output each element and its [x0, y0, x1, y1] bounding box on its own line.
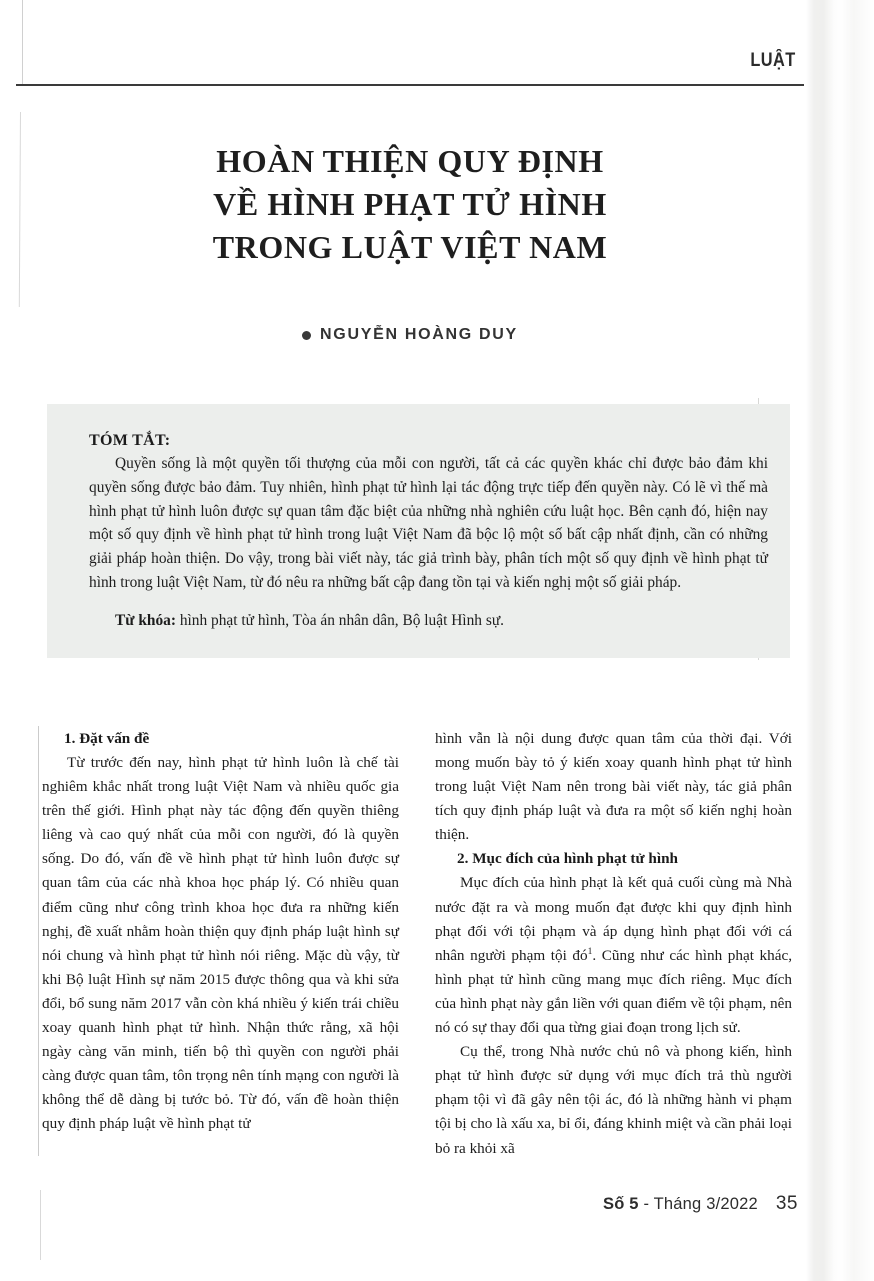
issue-number: Số 5 — [603, 1195, 639, 1213]
abstract-text: Quyền sống là một quyền tối thượng của mỗi con người, tất cả các quyền khác chỉ được bảo đảm khi quyền sống được bảo đảm. Tuy nhiên, hình phạt tử hình lại tác động trực tiếp đến quyền này. Có lẽ vì thế mà hình phạt tử hình luôn được sự quan tâm đặc biệt của những nhà nghiên cứu luật học. Bên cạnh đó, hiện nay một số quy định về hình phạt tử hình trong luật Việt Nam đã bộc lộ một số bất cập nhất định, cần có những giải pháp hoàn thiện. Do vậy, trong bài viết này, tác giả trình bày, phân tích một số quy định về hình phạt tử hình trong luật Việt Nam, từ đó nêu ra những bất cập đang tồn tại và kiến nghị một số giải pháp. — [89, 455, 768, 591]
column-right — [435, 727, 792, 1161]
keywords-label: Từ khóa: — [115, 611, 176, 629]
paragraph — [435, 871, 792, 1040]
column-left — [42, 727, 399, 1161]
issue-label — [603, 1195, 758, 1214]
title-line-1: HOÀN THIỆN QUY ĐỊNH — [216, 143, 604, 179]
keywords-line — [89, 609, 768, 633]
bullet-icon — [302, 331, 311, 340]
abstract-box — [47, 404, 790, 658]
author-byline — [0, 326, 820, 344]
paragraph: Cụ thể, trong Nhà nước chủ nô và phong kiến, hình phạt tử hình được sử dụng với mục đích trả thù người phạm tội vì đã gây nên tội ác, đó là những hành vi phạm tội bị cho là xấu xa, bỉ ổi, đáng khinh miệt và cần phải loại bỏ ra khỏi xã — [435, 1043, 792, 1157]
section-heading-1: 1. Đặt vấn đề — [64, 730, 150, 747]
scan-artifact-line — [22, 0, 23, 86]
issue-date: - Tháng 3/2022 — [638, 1195, 758, 1213]
paragraph-continued: hình vẫn là nội dung được quan tâm của thời đại. Với mong muốn bày tỏ ý kiến xoay quanh hình phạt tử hình trong luật Việt Nam nên trong bài viết này, tác giả phân tích quy định pháp luật và đưa ra một số kiến nghị hoàn thiện. — [435, 730, 792, 844]
scan-artifact-line — [38, 726, 39, 1156]
section-heading-2: 2. Mục đích của hình phạt tử hình — [457, 850, 678, 868]
header-rule — [16, 84, 804, 86]
running-head: LUẬT — [750, 50, 796, 71]
keywords-value: hình phạt tử hình, Tòa án nhân dân, Bộ luật Hình sự. — [175, 611, 505, 629]
title-line-2: VỀ HÌNH PHẠT TỬ HÌNH — [213, 186, 607, 222]
paragraph: Từ trước đến nay, hình phạt tử hình luôn là chế tài nghiêm khắc nhất trong luật Việt Nam và nhiều quốc gia trên thế giới. Hình phạt này tác động đến quyền thiêng liêng và cao quý nhất của mỗi con người, đó là quyền sống. Do đó, vấn đề về hình phạt tử hình luôn được sự quan tâm của các nhà khoa học pháp lý. Có nhiều quan điểm cũng như công trình khoa học đưa ra những kiến nghị, đề xuất nhằm hoàn thiện quy định pháp luật hình sự nói chung và hình phạt tử hình nói riêng. Mặc dù vậy, từ khi Bộ luật Hình sự năm 2015 được thông qua và khi sửa đổi, bổ sung năm 2017 vẫn còn khá nhiều ý kiến trái chiều xoay quanh hình phạt tử hình. Nhận thức rằng, xã hội ngày càng văn minh, tiến bộ thì quyền con người phải càng được quan tâm, tôn trọng nên tính mạng con người là không thể dễ dàng bị tước bỏ. Từ đó, vấn đề hoàn thiện quy định pháp luật về hình phạt tử — [42, 754, 399, 1133]
footnote-marker: 1 — [587, 946, 593, 957]
page-edge-shadow-outer — [840, 0, 874, 1281]
paragraph-text-part2: . Cũng như các hình phạt khác, hình phạt tử hình cũng mang mục đích riêng. Mục đích của hình phạt này gắn liền với quan điểm về tội phạm, nên nó có sự thay đổi qua từng giai đoạn trong lịch sử. — [435, 946, 792, 1037]
paragraph-text-part1: Mục đích của hình phạt là kết quả cuối cùng mà Nhà nước đặt ra và mong muốn đạt được khi quy định hình phạt đối với tội phạm và áp dụng hình phạt đối với cá nhân người phạm tội đó — [435, 874, 792, 964]
page-footer — [603, 1193, 798, 1215]
scan-artifact-line — [40, 1190, 41, 1260]
body-columns — [42, 727, 792, 1161]
abstract-label: TÓM TẮT: — [89, 432, 171, 449]
page-title — [0, 140, 820, 269]
title-line-3: TRONG LUẬT VIỆT NAM — [212, 229, 608, 265]
author-name: NGUYỄN HOÀNG DUY — [320, 326, 518, 343]
page-number: 35 — [775, 1193, 798, 1214]
